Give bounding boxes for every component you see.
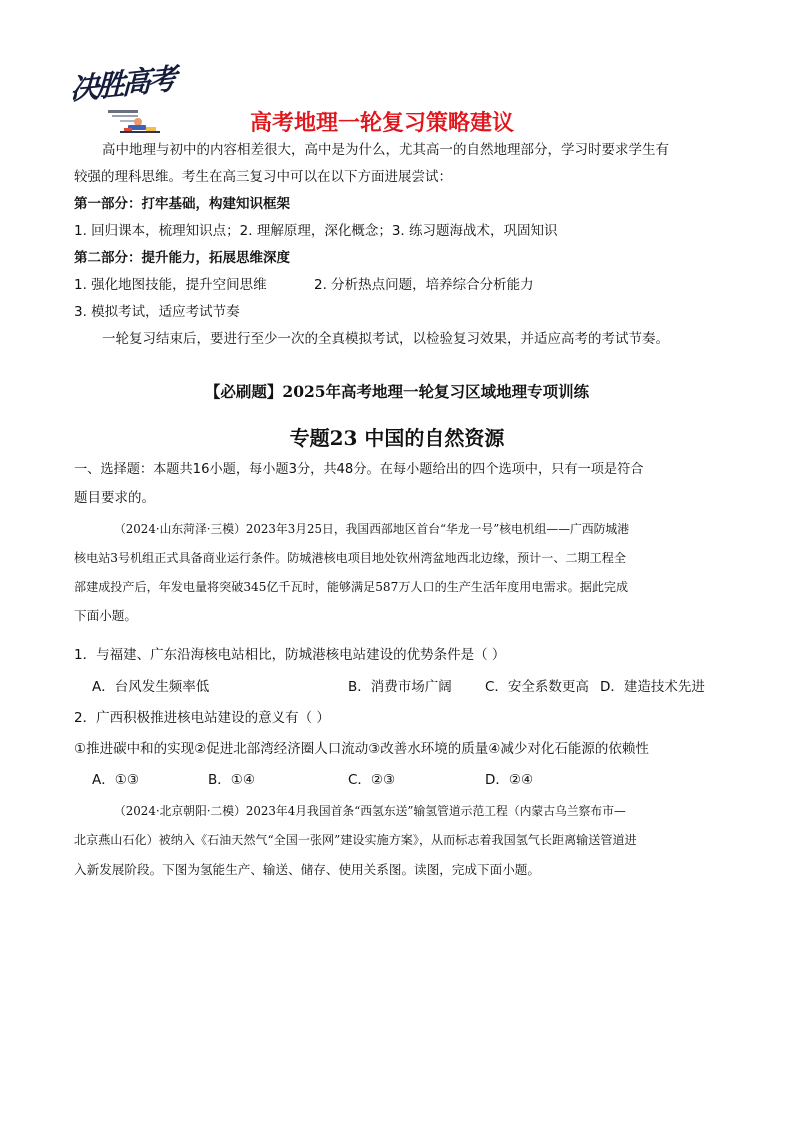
part2-heading: 第二部分：提升能力，拓展思维深度 [74, 250, 290, 266]
intro-line-1: 高中地理与初中的内容相差很大，高中是为什么，尤其高一的自然地理部分，学习时要求学生有 [102, 142, 669, 158]
part1-heading: 第一部分：打牢基础，构建知识框架 [74, 196, 290, 212]
question-2-option-d: D．②④ [485, 772, 534, 788]
question-1-stem: 1．与福建、广东沿海核电站相比，防城港核电站建设的优势条件是（ ） [74, 647, 506, 663]
part1-items: 1. 回归课本，梳理知识点；2. 理解原理，深化概念；3. 练习题海战术，巩固知识 [74, 223, 558, 239]
passage2-line-3: 入新发展阶段。下图为氢能生产、输送、储存、使用关系图。读图，完成下面小题。 [74, 862, 540, 877]
instructions-line-2: 题目要求的。 [74, 490, 155, 506]
page-title: 高考地理一轮复习策略建议 [250, 110, 515, 136]
passage1-line-3: 部建成投产后，年发电量将突破345亿千瓦时，能够满足587万人口的生产生活年度用电需求。据此完成 [74, 580, 629, 594]
part2-item-3: 3. 模拟考试，适应考试节奏 [74, 304, 240, 320]
passage1-line-4: 下面小题。 [74, 608, 137, 623]
question-1-option-a: A．台风发生频率低 [92, 679, 210, 695]
logo-illustration-icon [98, 106, 168, 134]
question-1-option-c: C．安全系数更高 [485, 679, 589, 695]
passage1-line-1: （2024·山东菏泽·三模）2023年3月25日，我国西部地区首台“华龙一号”核电机组——广西防城港 [114, 522, 630, 536]
part2-item-2: 2. 分析热点问题，培养综合分析能力 [314, 277, 534, 293]
question-2-statements: ①推进碳中和的实现②促进北部湾经济圈人口流动③改善水环境的质量④减少对化石能源的依赖性 [74, 741, 649, 757]
question-2-option-b: B．①④ [208, 772, 255, 788]
question-2-option-c: C．②③ [348, 772, 396, 788]
series-title: 【必刷题】2025年高考地理一轮复习区域地理专项训练 [204, 382, 590, 401]
question-1-option-d: D．建造技术先进 [600, 679, 705, 695]
intro-line-2: 较强的理科思维。考生在高三复习中可以在以下方面进展尝试： [74, 169, 452, 185]
question-1-option-b: B．消费市场广阔 [348, 679, 452, 695]
brand-logo [70, 62, 182, 136]
part2-closing: 一轮复习结束后，要进行至少一次的全真模拟考试，以检验复习效果，并适应高考的考试节奏。 [102, 331, 669, 347]
question-2-option-a: A．①③ [92, 772, 139, 788]
logo-text: 决胜高考 [69, 61, 175, 107]
passage1-line-2: 核电站3号机组正式具备商业运行条件。防城港核电项目地处钦州湾盆地西北边缘，预计一、二期工程全 [74, 551, 626, 565]
instructions-line-1: 一、选择题：本题共16小题，每小题3分，共48分。在每小题给出的四个选项中，只有一项是符合 [74, 462, 644, 477]
passage2-line-2: 北京燕山石化）被纳入《石油天然气“全国一张网”建设实施方案》，从而标志着我国氢气长距离输送管道进 [74, 833, 637, 847]
passage2-line-1: （2024·北京朝阳·二模）2023年4月我国首条“西氢东送”输氢管道示范工程（内蒙古乌兰察布市— [114, 804, 626, 818]
part2-item-1: 1. 强化地图技能，提升空间思维 [74, 277, 267, 293]
topic-title: 专题23 中国的自然资源 [289, 426, 505, 450]
question-2-stem: 2．广西积极推进核电站建设的意义有（ ） [74, 710, 330, 726]
